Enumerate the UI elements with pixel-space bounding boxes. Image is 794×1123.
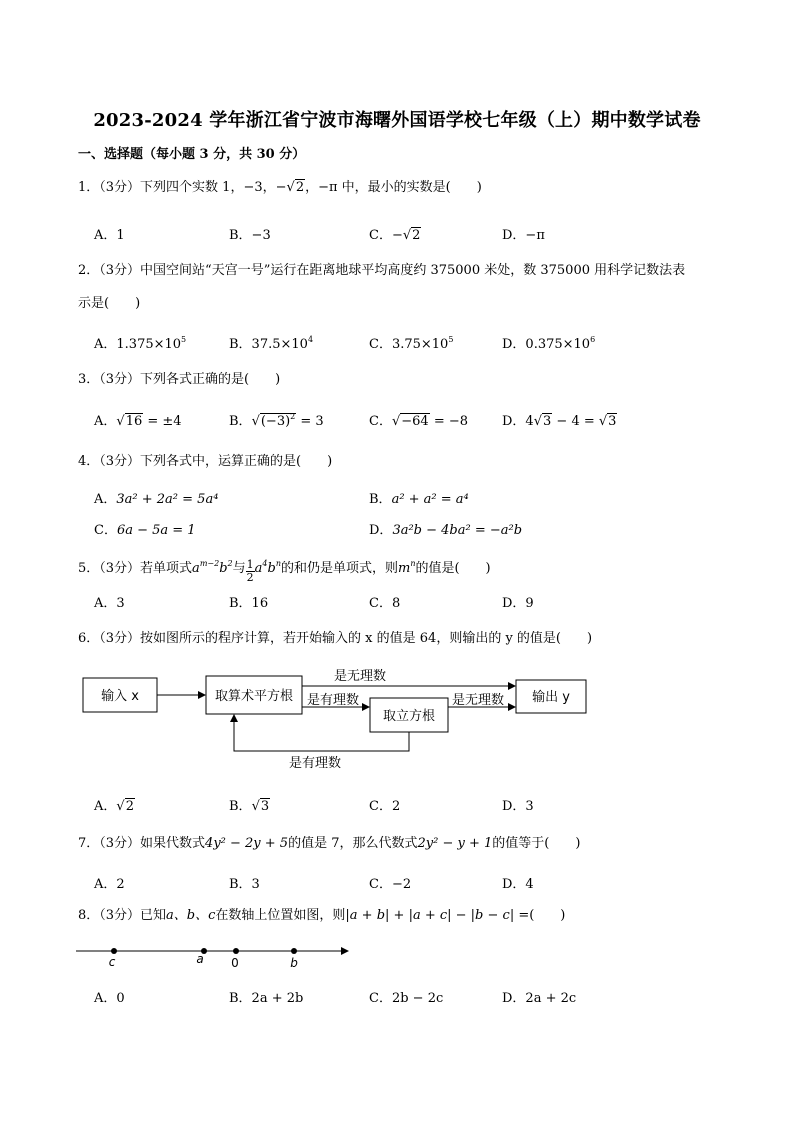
label-a: a [196,952,204,966]
question-7-option-c[interactable]: C．−2 [369,877,412,892]
question-2-option-d[interactable]: D．$0.375\times 10^6$ [502,335,596,352]
rational-mid-label: 是有理数 [306,693,360,708]
question-3-option-c[interactable]: C．√−64 = −8 [369,414,469,429]
question-4-option-c[interactable]: C．6a − 5a = 1 [94,523,196,538]
sqrt-2: √2 [286,180,305,195]
question-1-option-c[interactable]: C．−√2 [369,228,421,243]
question-4-stem: 4．（3分）下列各式中，运算正确的是( ) [78,454,333,469]
question-3-option-b[interactable]: B．$√(-3)^2 = 3$ [229,412,324,429]
question-1-stem: 1．（3分）下列四个实数 1，−3，−√2，−π 中，最小的实数是( ) [78,180,482,195]
label-zero: 0 [231,956,239,970]
question-7-stem: 7．（3分）如果代数式4y² − 2y + 5的值是 7，那么代数式2y² − y + 1的值等于( ) [78,836,581,851]
question-6-option-a[interactable]: A．√2 [94,799,134,814]
question-8-option-b[interactable]: B．2a + 2b [229,991,304,1006]
point-c [111,948,117,954]
question-2-option-b[interactable]: B．$37.5\times 10^4$ [229,335,314,352]
question-2-stem-line-2: 示是( ) [78,296,141,311]
question-3-option-a[interactable]: A．√16 = ±4 [94,414,182,429]
question-1-option-d[interactable]: D．−π [502,228,545,243]
question-2-option-a[interactable]: A．$1.375\times 10^5$ [94,335,187,352]
section-heading: 一、选择题（每小题 3 分，共 30 分） [78,147,306,162]
label-c: c [108,955,116,969]
question-5-stem: 5．（3分）若单项式$a^{m-2}b^2$与 $\frac{1}{2}$ $a^4b^n$的和仍是单项式，则$m^n$的值是( ) [78,558,491,584]
rational-bottom-label: 是有理数 [288,756,342,771]
question-8-option-a[interactable]: A．0 [94,991,125,1006]
question-4-option-d[interactable]: D．3a²b − 4ba² = −a²b [369,523,523,538]
question-2-option-c[interactable]: C．$3.75\times 10^5$ [369,335,454,352]
program-flowchart [78,660,598,775]
question-6-option-d[interactable]: D．3 [502,799,534,814]
irrational-mid-label: 是无理数 [451,693,505,708]
sqrt-label: 取算术平方根 [214,689,294,704]
question-1-option-b[interactable]: B．−3 [229,228,271,243]
irrational-top-label: 是无理数 [333,669,387,684]
question-8-option-c[interactable]: C．2b − 2c [369,991,444,1006]
question-7-option-a[interactable]: A．2 [94,877,125,892]
question-5-option-c[interactable]: C．8 [369,596,401,611]
cbrt-label: 取立方根 [382,709,436,724]
question-5-option-d[interactable]: D．9 [502,596,534,611]
output-label: 输出 y [532,690,570,705]
question-5-option-a[interactable]: A．3 [94,596,125,611]
question-1-option-a[interactable]: A．1 [94,228,125,243]
page-title: 2023-2024 学年浙江省宁波市海曙外国语学校七年级（上）期中数学试卷 [93,110,701,131]
number-line [76,940,361,974]
question-2-stem-line-1: 2．（3分）中国空间站“天宫一号”运行在距离地球平均高度约 375000 米处，数 375000 用科学记数法表 [78,263,686,278]
question-4-option-a[interactable]: A．3a² + 2a² = 5a⁴ [94,492,219,507]
question-7-option-d[interactable]: D．4 [502,877,534,892]
question-8-stem: 8．（3分）已知a、b、c在数轴上位置如图，则|a + b| + |a + c| − |b − c| =( ) [78,908,566,923]
point-zero [233,948,239,954]
question-6-option-b[interactable]: B．√3 [229,799,270,814]
question-7-option-b[interactable]: B．3 [229,877,260,892]
question-5-option-b[interactable]: B．16 [229,596,269,611]
question-6-option-c[interactable]: C．2 [369,799,401,814]
question-6-stem: 6．（3分）按如图所示的程序计算，若开始输入的 x 的值是 64，则输出的 y 的值是( ) [78,631,593,646]
question-3-stem: 3．（3分）下列各式正确的是( ) [78,372,281,387]
question-3-option-d[interactable]: D．4√3 − 4 = √3 [502,414,617,429]
question-4-option-b[interactable]: B．a² + a² = a⁴ [369,492,469,507]
input-label: 输入 x [101,689,139,704]
question-8-option-d[interactable]: D．2a + 2c [502,991,577,1006]
label-b: b [290,956,298,970]
point-b [291,948,297,954]
